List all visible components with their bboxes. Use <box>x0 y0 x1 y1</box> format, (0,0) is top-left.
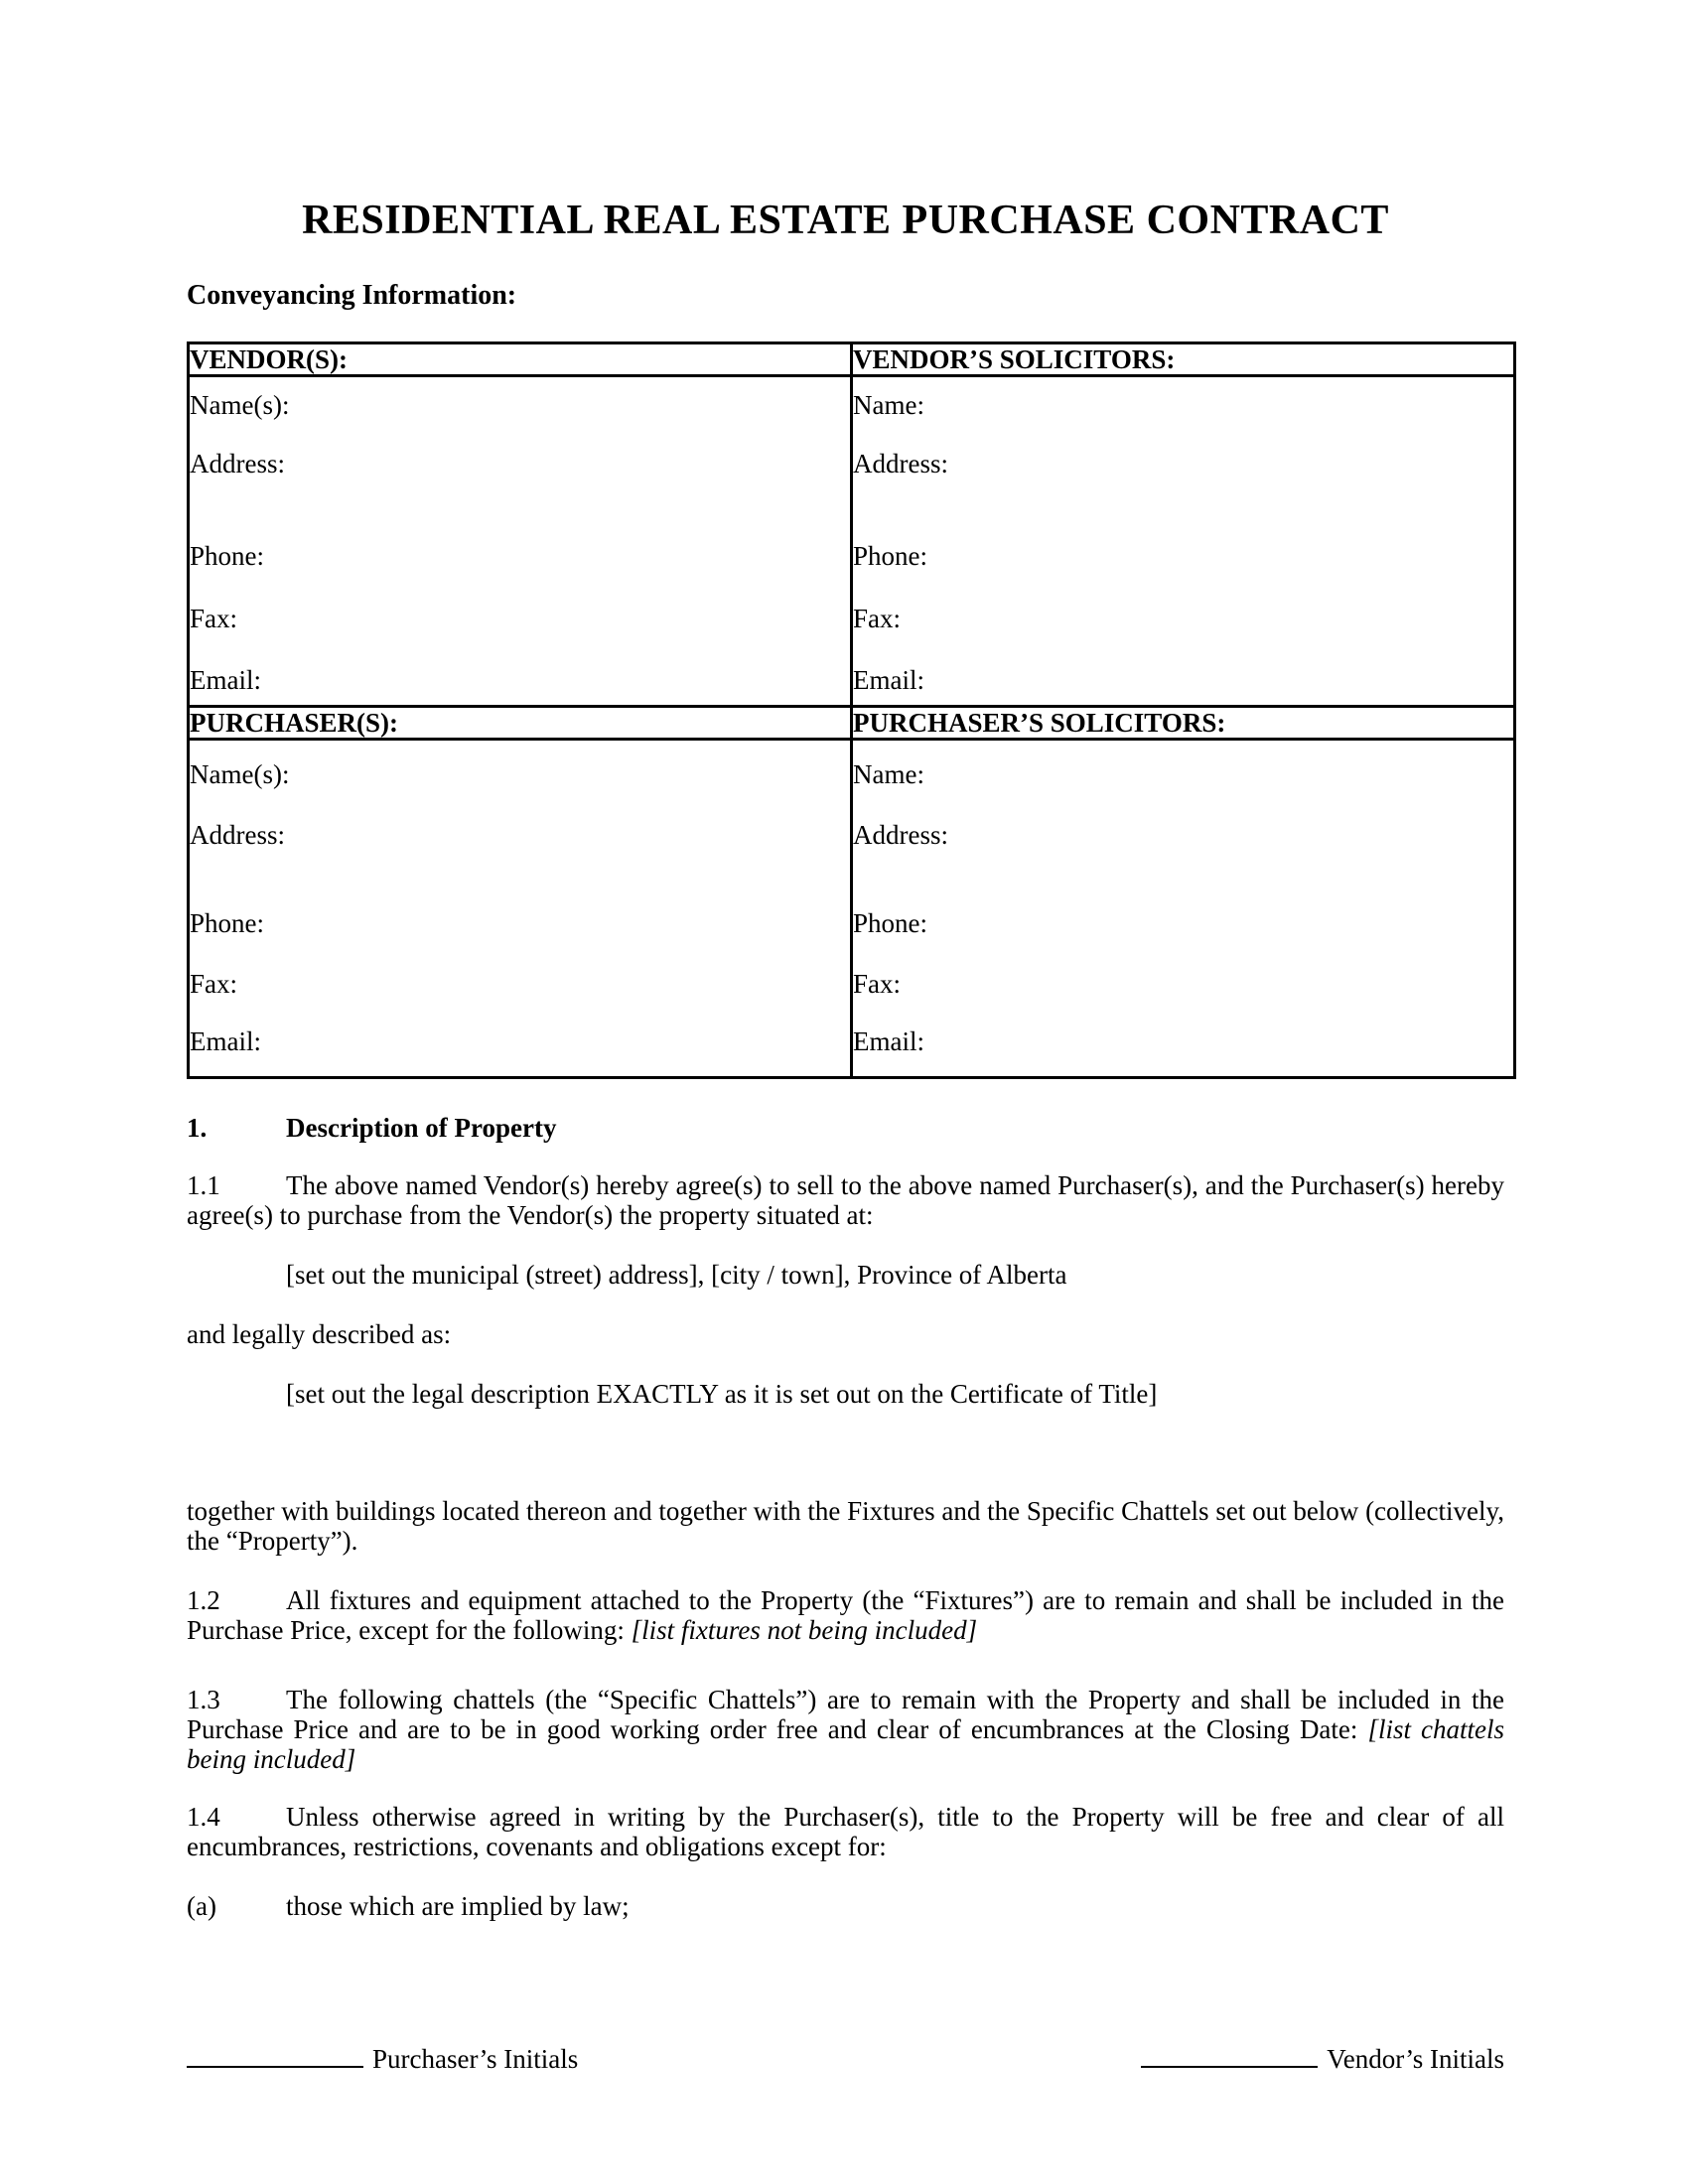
municipal-address-placeholder: [set out the municipal (street) address], [city / town], Province of Alberta <box>286 1260 1067 1290</box>
item-a-number: (a) <box>187 1891 216 1921</box>
conveyancing-info-table <box>187 341 1516 1079</box>
vendor-header-row <box>189 343 1515 376</box>
vendor-solicitors-field-stack <box>853 377 1513 695</box>
vendor-solicitor-email-label: Email: <box>853 665 924 695</box>
purchaser-email-label: Email: <box>190 1026 261 1056</box>
vendor-email-label: Email: <box>190 665 261 695</box>
vendor-solicitor-fax-label: Fax: <box>853 604 902 633</box>
vendor-solicitors-header-cell: VENDOR’S SOLICITORS: <box>852 343 1515 376</box>
page-content <box>0 197 1688 1921</box>
purchaser-phone-label: Phone: <box>190 908 265 938</box>
clause-1-3-italic-placeholder: [list chattels being included] <box>187 1714 1505 1774</box>
purchaser-address-label: Address: <box>190 820 285 850</box>
legal-description-placeholder: [set out the legal description EXACTLY as it is set out on the Certificate of Title] <box>286 1379 1158 1409</box>
purchaser-initials-label: Purchaser’s Initials <box>372 2044 579 2074</box>
clause-1-3 <box>187 1685 1504 1774</box>
purchaser-solicitors-fields-cell <box>852 740 1515 1078</box>
vendor-solicitor-phone-label: Phone: <box>853 541 928 571</box>
vendor-phone-label: Phone: <box>190 541 265 571</box>
purchaser-name-label: Name(s): <box>190 759 290 789</box>
vendor-solicitors-fields-cell <box>852 376 1515 707</box>
item-a-text: those which are implied by law; <box>286 1891 630 1921</box>
purchaser-solicitor-email-label: Email: <box>853 1026 924 1056</box>
clause-1-2-text: All fixtures and equipment attached to the Property (the “Fixtures”) are to remain and shall be included in the Purchase Price, except for the following: <box>187 1585 1504 1645</box>
clause-1-1-text: The above named Vendor(s) hereby agree(s) to sell to the above named Purchaser(s), and the Purchaser(s) hereby agree(s) to purchase from the Vendor(s) the property situated at: <box>187 1170 1504 1230</box>
clause-1-1-number: 1.1 <box>187 1170 220 1200</box>
vendor-fields-cell <box>189 376 852 707</box>
purchaser-solicitors-header-cell: PURCHASER’S SOLICITORS: <box>852 707 1515 740</box>
together-with-clause: together with buildings located thereon and together with the Fixtures and the Specific Chattels set out below (collectively, the “Property”). <box>187 1496 1504 1556</box>
purchaser-solicitor-phone-label: Phone: <box>853 908 928 938</box>
clause-1-3-text: The following chattels (the “Specific Chattels”) are to remain with the Property and shall be included in the Purchase Price and are to be in good working order free and clear of encumbrances at the Closing Date: <box>187 1685 1504 1744</box>
legal-description-intro: and legally described as: <box>187 1319 452 1349</box>
clause-1-2-italic-placeholder: [list fixtures not being included] <box>631 1615 978 1645</box>
document-title: RESIDENTIAL REAL ESTATE PURCHASE CONTRACT <box>302 198 1389 243</box>
initials-footer <box>187 2043 1504 2075</box>
purchaser-solicitor-address-label: Address: <box>853 820 948 850</box>
purchaser-solicitors-field-stack <box>853 741 1513 1056</box>
vendor-fax-label: Fax: <box>190 604 238 633</box>
section-1-heading <box>187 1113 1504 1143</box>
purchaser-initials-group <box>187 2043 578 2075</box>
purchaser-fields-row <box>189 740 1515 1078</box>
clause-1-4 <box>187 1802 1504 1861</box>
clause-1-4-number: 1.4 <box>187 1802 220 1832</box>
clause-1-2-number: 1.2 <box>187 1585 220 1615</box>
section-1-number: 1. <box>187 1113 208 1143</box>
purchaser-header-row <box>189 707 1515 740</box>
conveyancing-heading: Conveyancing Information: <box>187 280 517 311</box>
clause-1-4-text: Unless otherwise agreed in writing by the Purchaser(s), title to the Property will be free and clear of all encumbrances, restrictions, covenants and obligations except for: <box>187 1802 1504 1861</box>
vendor-initials-group <box>1141 2043 1504 2075</box>
vendor-name-label: Name(s): <box>190 390 290 420</box>
vendor-initials-blank-line <box>1141 2066 1318 2068</box>
section-1-heading-text: Description of Property <box>286 1113 557 1143</box>
vendor-field-stack <box>190 377 850 695</box>
purchaser-fax-label: Fax: <box>190 969 238 999</box>
clause-1-2 <box>187 1585 1504 1645</box>
purchaser-solicitor-fax-label: Fax: <box>853 969 902 999</box>
clause-1-4-item-a <box>187 1891 1504 1921</box>
clause-1-3-number: 1.3 <box>187 1685 220 1714</box>
vendor-solicitor-name-label: Name: <box>853 390 924 420</box>
vendor-address-label: Address: <box>190 449 285 478</box>
vendor-fields-row <box>189 376 1515 707</box>
purchaser-solicitor-name-label: Name: <box>853 759 924 789</box>
clause-1-1 <box>187 1170 1504 1230</box>
vendor-header-cell: VENDOR(S): <box>189 343 852 376</box>
purchaser-header-cell: PURCHASER(S): <box>189 707 852 740</box>
purchaser-fields-cell <box>189 740 852 1078</box>
purchaser-field-stack <box>190 741 850 1056</box>
vendor-solicitor-address-label: Address: <box>853 449 948 478</box>
purchaser-initials-blank-line <box>187 2066 363 2068</box>
vendor-initials-label: Vendor’s Initials <box>1327 2044 1504 2074</box>
